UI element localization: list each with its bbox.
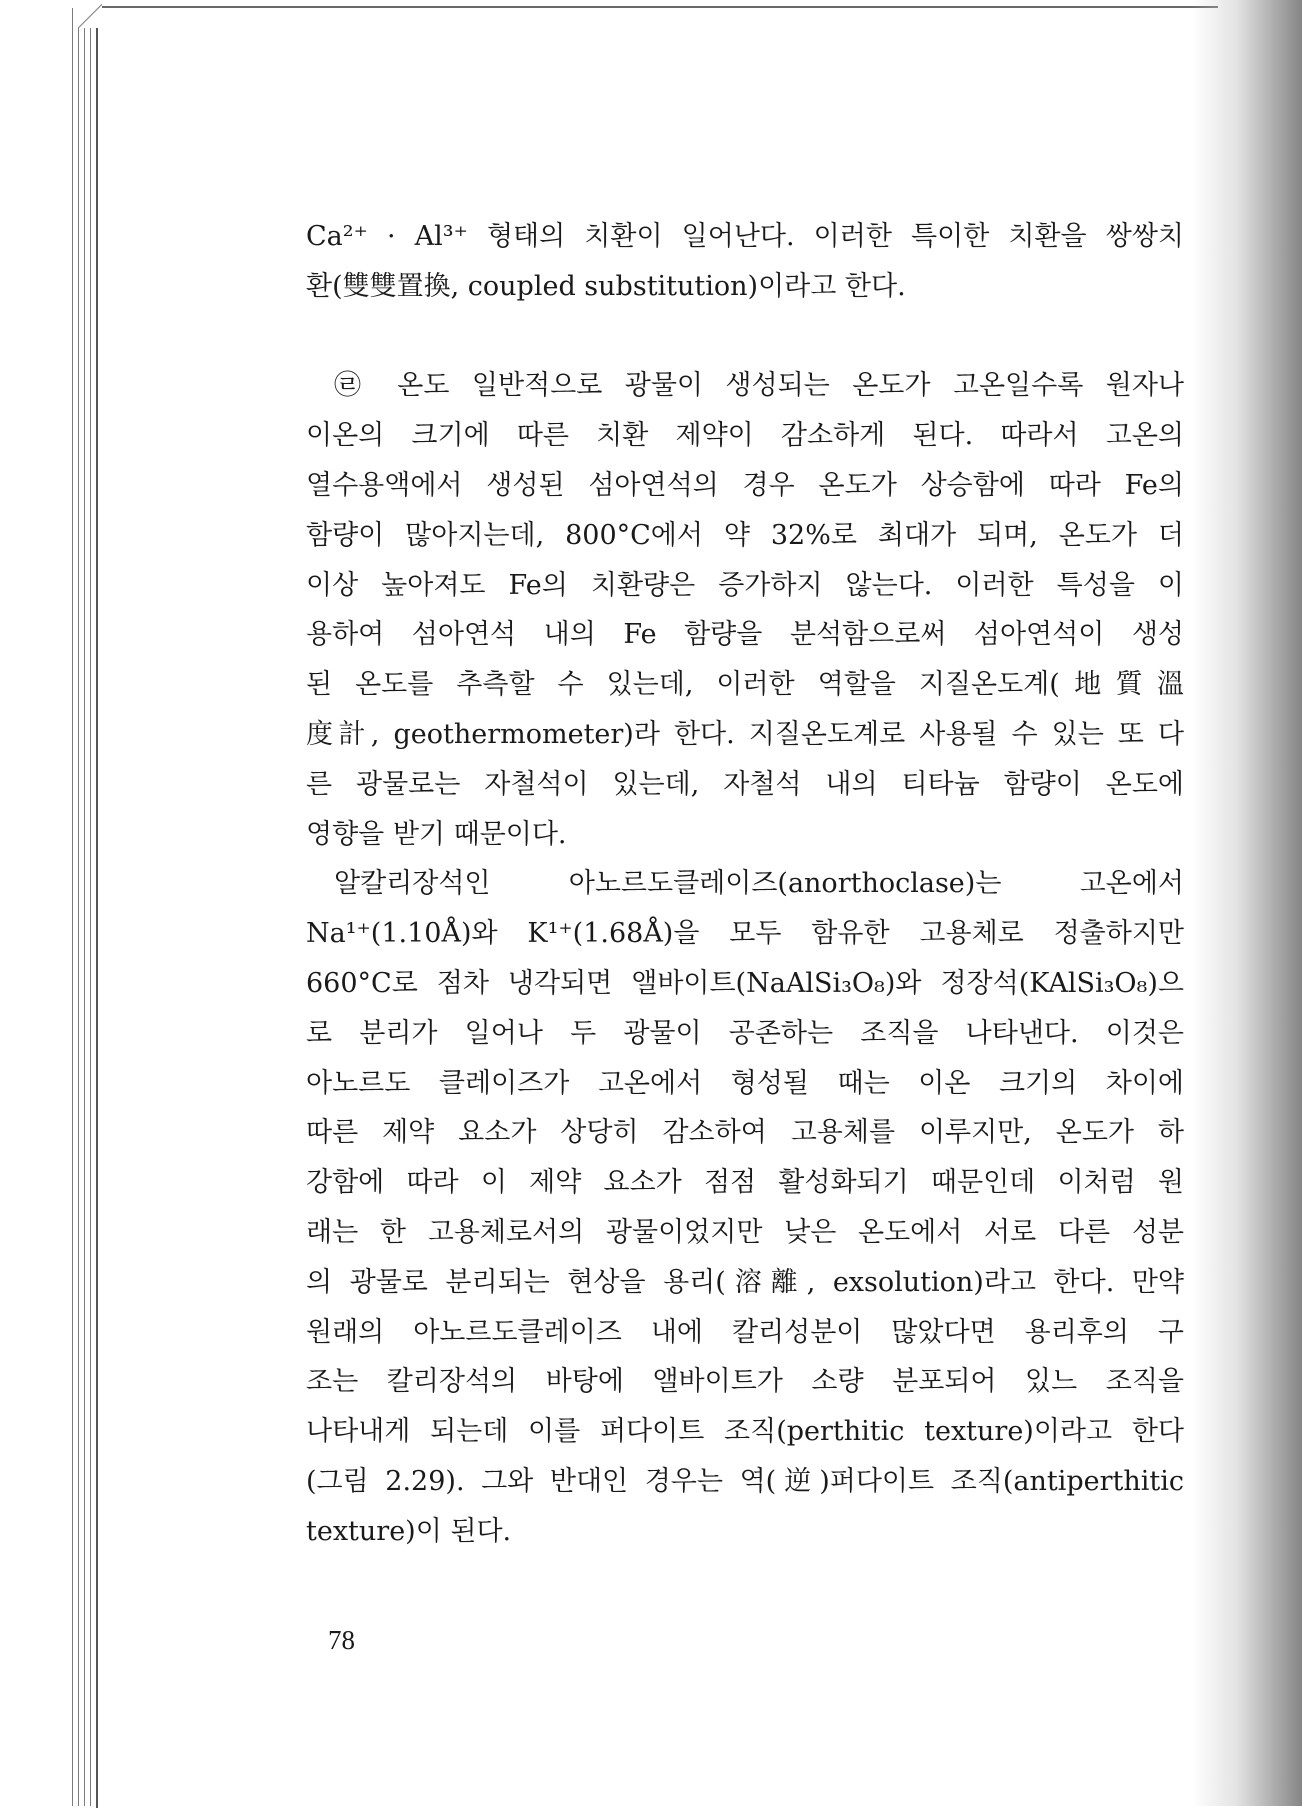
paragraph-gap	[306, 312, 1184, 362]
text-line: (그림 2.29). 그와 반대인 경우는 역(逆)퍼다이트 조직(antiperthitic	[306, 1465, 1184, 1497]
text-line: 른 광물로는 자철석이 있는데, 자철석 내의 티타늄 함량이 온도에	[306, 768, 1184, 800]
text-line: 영향을 받기 때문이다.	[306, 818, 567, 850]
page-edge-line	[90, 8, 91, 1806]
body-text	[306, 212, 1184, 1557]
text-line: 원래의 아노르도클레이즈 내에 칼리성분이 많았다면 용리후의 구	[306, 1316, 1184, 1348]
page-corner-fold	[78, 4, 102, 28]
text-line: 660°C로 점차 냉각되면 앨바이트(NaAlSi₃O₈)와 정장석(KAlSi₃O₈)으	[306, 967, 1184, 999]
text-line: 나타내게 되는데 이를 퍼다이트 조직(perthitic texture)이라고 한다	[306, 1416, 1184, 1448]
text-line: 度計, geothermometer)라 한다. 지질온도계로 사용될 수 있는 또 다	[306, 718, 1184, 750]
text-line: 이상 높아져도 Fe의 치환량은 증가하지 않는다. 이러한 특성을 이	[306, 569, 1184, 601]
text-line: ㉣ 온도 일반적으로 광물이 생성되는 온도가 고온일수록 원자나	[334, 370, 1184, 402]
text-line: 열수용액에서 생성된 섬아연석의 경우 온도가 상승함에 따라 Fe의	[306, 469, 1184, 501]
text-line: 조는 칼리장석의 바탕에 앨바이트가 소량 분포되어 있느 조직을	[306, 1366, 1184, 1398]
text-line: Ca²⁺ · Al³⁺ 형태의 치환이 일어난다. 이러한 특이한 치환을 쌍쌍치	[306, 221, 1184, 252]
page-edge-line	[72, 8, 73, 1806]
text-line: 이온의 크기에 따른 치환 제약이 감소하게 된다. 따라서 고온의	[306, 420, 1184, 452]
text-line: Na¹⁺(1.10Å)와 K¹⁺(1.68Å)을 모두 함유한 고용체로 정출하지만	[306, 918, 1184, 950]
text-line: 로 분리가 일어나 두 광물이 공존하는 조직을 나타낸다. 이것은	[306, 1017, 1184, 1049]
text-line: 강함에 따라 이 제약 요소가 점점 활성화되기 때문인데 이처럼 원	[306, 1167, 1184, 1199]
page-number: 78	[328, 1625, 355, 1655]
text-line: 따른 제약 요소가 상당히 감소하여 고용체를 이루지만, 온도가 하	[306, 1117, 1184, 1149]
text-line: 의 광물로 분리되는 현상을 용리(溶離, exsolution)라고 한다. 만약	[306, 1266, 1184, 1298]
text-line: 함량이 많아지는데, 800°C에서 약 32%로 최대가 되며, 온도가 더	[306, 519, 1184, 551]
text-line: 용하여 섬아연석 내의 Fe 함량을 분석함으로써 섬아연석이 생성	[306, 619, 1184, 651]
page-stack-edges	[0, 0, 100, 1806]
page-edge-line	[78, 8, 79, 1806]
gutter-shadow	[1192, 0, 1302, 1806]
text-line: 아노르도 클레이즈가 고온에서 형성될 때는 이온 크기의 차이에	[306, 1067, 1184, 1099]
text-line: 래는 한 고용체로서의 광물이었지만 낮은 온도에서 서로 다른 성분	[306, 1216, 1184, 1248]
page-edge-line	[84, 8, 85, 1806]
text-line: 알칼리장석인 아노르도클레이즈(anorthoclase)는 고온에서	[334, 868, 1184, 900]
text-line: 환(雙雙置換, coupled substitution)이라고 한다.	[306, 270, 906, 302]
text-line: texture)이 된다.	[306, 1515, 512, 1547]
text-line: 된 온도를 추측할 수 있는데, 이러한 역할을 지질온도계(地質溫	[306, 669, 1184, 701]
